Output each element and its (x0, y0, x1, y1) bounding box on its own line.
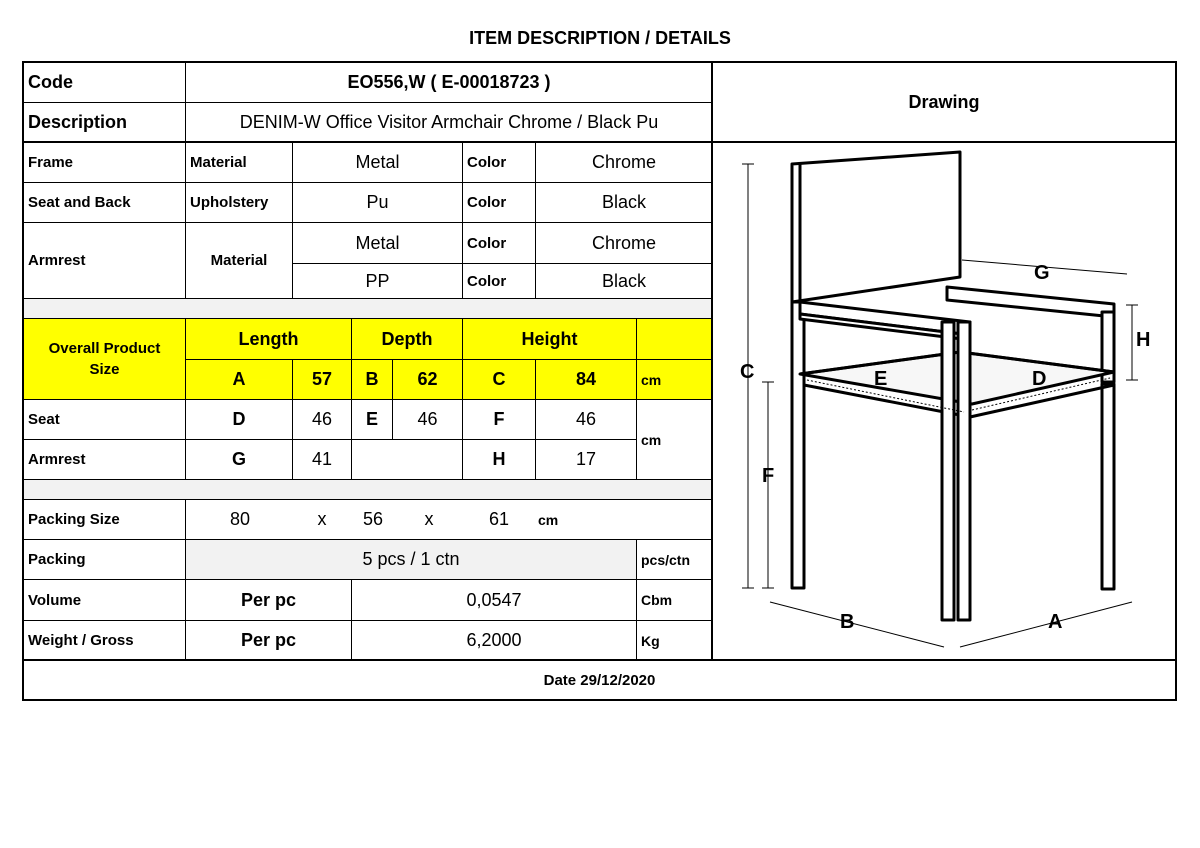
armrest-size-label: Armrest (28, 451, 86, 468)
packing-length: 80 (229, 509, 251, 529)
code-value: EO556,W ( E-00018723 ) (347, 72, 551, 92)
armrest-material-1: Metal (355, 232, 400, 253)
volume-per: Per pc (240, 589, 297, 610)
length-header: Length (186, 319, 351, 359)
seat-back-label: Seat and Back (28, 194, 131, 211)
packing-unit: pcs/ctn (641, 551, 691, 568)
b-value: 62 (393, 360, 462, 399)
seat-label: Seat (28, 411, 60, 428)
date-footer: Date 29/12/2020 (543, 671, 656, 689)
dim-label-c: C (740, 361, 755, 383)
dim-label-e: E (874, 368, 888, 390)
page-title: ITEM DESCRIPTION / DETAILS (469, 28, 731, 48)
packing-label: Packing (28, 551, 86, 568)
front-right-leg (958, 322, 970, 620)
seat-back-color-label: Color (467, 194, 507, 211)
code-label: Code (28, 72, 73, 92)
size-unit: cm (641, 431, 662, 448)
back-right-leg (1102, 384, 1114, 589)
c-value: 84 (536, 360, 636, 399)
f-letter: F (493, 409, 505, 429)
frame-color: Chrome (591, 152, 657, 172)
back-left-leg (792, 302, 804, 588)
armrest-color-2: Black (601, 270, 646, 291)
description-value: DENIM-W Office Visitor Armchair Chrome / Black Pu (239, 111, 659, 132)
overall-size-label: Overall Product Size (24, 319, 185, 399)
unit-header-blank (637, 319, 712, 359)
drawing-label: Drawing (908, 92, 980, 112)
e-letter: E (365, 409, 378, 429)
overall-unit: cm (637, 360, 712, 399)
chair-back-panel (792, 152, 960, 302)
armrest-color-label-1: Color (467, 234, 507, 252)
weight-unit: Kg (641, 632, 660, 649)
spacer-row (24, 299, 712, 318)
dim-label-d: D (1032, 368, 1047, 390)
packing-size-label: Packing Size (28, 511, 120, 528)
seat-back-material-label: Upholstery (190, 194, 269, 211)
front-left-leg (942, 322, 954, 620)
dim-label-b: B (840, 611, 855, 633)
weight-label: Weight / Gross (28, 632, 134, 649)
f-value: 46 (575, 409, 597, 429)
packing-value: 5 pcs / 1 ctn (186, 540, 636, 579)
weight-value: 6,2000 (466, 630, 522, 650)
seat-back-material: Pu (366, 192, 389, 212)
e-value: 46 (417, 409, 438, 429)
description-label: Description (28, 111, 128, 132)
frame-color-label: Color (467, 154, 507, 171)
packing-x-1: x (317, 509, 327, 529)
spacer-row-2 (24, 480, 712, 499)
armrest-color-1: Chrome (591, 232, 657, 253)
g-value: 41 (311, 449, 333, 469)
volume-value: 0,0547 (466, 589, 522, 610)
a-value: 57 (293, 360, 351, 399)
armrest-material-2: PP (365, 270, 390, 291)
d-letter: D (232, 409, 246, 429)
g-letter: G (231, 449, 246, 469)
packing-x-2: x (424, 509, 434, 529)
chair-drawing (712, 142, 1177, 660)
h-letter: H (492, 449, 506, 469)
armrest-label: Armrest (28, 252, 86, 269)
frame-material: Metal (355, 152, 400, 172)
c-letter: C (463, 360, 535, 399)
volume-unit: Cbm (641, 592, 673, 608)
dim-label-f: F (762, 465, 775, 487)
height-header: Height (463, 319, 636, 359)
frame-label: Frame (28, 154, 74, 171)
a-letter: A (186, 360, 292, 399)
dim-label-a: A (1048, 611, 1063, 633)
packing-height: 61 (488, 509, 510, 529)
d-value: 46 (311, 409, 333, 429)
h-value: 17 (575, 449, 597, 469)
dim-label-g: G (1034, 262, 1050, 284)
seat-back-color: Black (601, 192, 646, 212)
b-letter: B (352, 360, 392, 399)
armrest-color-label-2: Color (467, 272, 507, 290)
weight-per: Per pc (240, 630, 297, 650)
packing-width: 56 (362, 509, 384, 529)
packing-size-unit: cm (538, 511, 559, 528)
volume-label: Volume (28, 591, 82, 609)
frame-material-label: Material (190, 154, 247, 171)
dim-label-h: H (1136, 329, 1151, 351)
armrest-material-label: Material (210, 252, 268, 269)
armrest-blank (352, 440, 462, 479)
depth-header: Depth (352, 319, 462, 359)
